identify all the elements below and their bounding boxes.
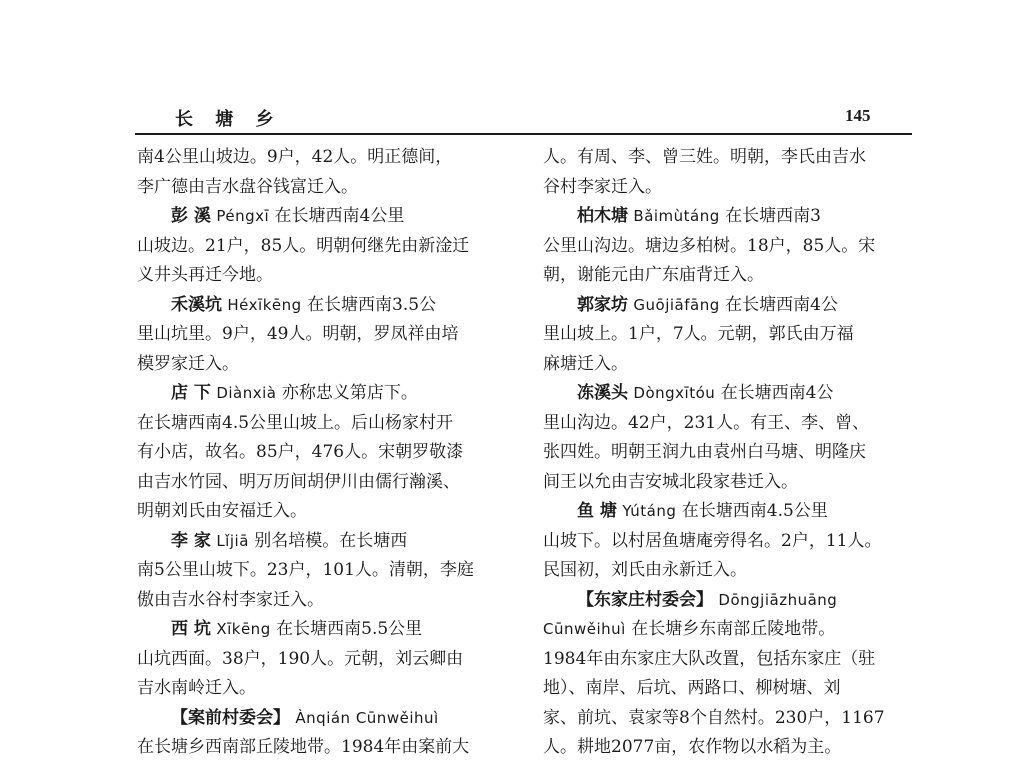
entry-text: 在长塘西南5.5公里: [276, 619, 423, 639]
entry-text: 在长塘西南4.5公里: [681, 501, 828, 521]
text-line: 义井头再迁今地。: [137, 265, 273, 285]
text-line: 人。耕地2077亩，农作物以水稻为主。: [543, 737, 842, 757]
entry-text: 亦称忠义第店下。: [281, 383, 418, 403]
text-line: 明朝刘氏由安福迁入。: [137, 501, 307, 521]
text-line: 在长塘乡西南部丘陵地带。1984年由案前大: [137, 737, 470, 757]
entry-pinyin: Péngxī: [216, 207, 270, 225]
entry-text: 在长塘西南3: [725, 206, 822, 226]
entry-name: 鱼 塘: [577, 501, 617, 521]
text-line: 地）、南岸、后坑、两路口、柳树塘、刘: [543, 678, 841, 698]
entry-text: 别名培模。在长塘西: [254, 530, 408, 551]
entry-dongxitou: [543, 379, 915, 409]
text-line: 张四姓。明朝王润九由袁州白马塘、明隆庆: [543, 442, 866, 462]
entry-name: 李 家: [171, 530, 211, 551]
entry-text: 在长塘西南4公: [720, 383, 834, 403]
section-pinyin: Ànqián Cūnwěihuì: [295, 708, 439, 727]
text-line: 山坡下。以村居鱼塘庵旁得名。2户，11人。: [543, 530, 882, 551]
text-line: 在长塘西南4.5公里山坡上。后山杨家村开: [137, 412, 454, 433]
section-anqian: [137, 704, 509, 734]
text-line: 吉水南岭迁入。: [137, 678, 256, 698]
text-line: 人。有周、李、曾三姓。明朝，李氏由吉水: [543, 147, 866, 167]
entry-guojiafang: [543, 291, 915, 321]
entry-dianxia: [137, 379, 509, 409]
text-line: 公里山沟边。塘边多柏树。18户，85人。宋: [543, 235, 876, 256]
entry-name: 店 下: [171, 383, 211, 403]
text-line: 里山坡上。1户，7人。元朝，郭氏由万福: [543, 324, 854, 344]
text-line: 间王以允由吉安城北段家巷迁入。: [543, 471, 798, 492]
right-column: [543, 143, 915, 763]
section-dongjiazhuang: [543, 586, 915, 616]
entry-pinyin: Lǐjiā: [216, 531, 249, 550]
entry-name: 禾溪坑: [171, 294, 222, 315]
text-line: 民国初，刘氏由永新迁入。: [543, 560, 747, 580]
entry-pinyin: Yútáng: [622, 502, 677, 520]
entry-text: 在长塘西南4公里: [274, 206, 405, 226]
entry-pinyin: Bǎimùtáng: [633, 207, 720, 225]
text-line: 模罗家迁入。: [137, 353, 239, 374]
text-line: 里山沟边。42户，231人。有王、李、曾、: [543, 412, 870, 433]
text-line: 山坡边。21户，85人。明朝何继先由新淦迁: [137, 235, 470, 256]
section-pinyin: Dōngjiāzhuāng: [718, 590, 838, 609]
header-rule: [135, 133, 912, 135]
text-line: 里山坑里。9户，49人。明朝，罗凤祥由培: [137, 324, 459, 344]
entry-pinyin: Dòngxītóu: [633, 384, 716, 402]
entry-pinyin: Guōjiāfāng: [633, 295, 720, 314]
entry-xikeng: [137, 615, 509, 645]
entry-lijia: [137, 527, 509, 557]
entry-name: 彭 溪: [171, 206, 211, 226]
section-title: 【东家庄村委会】: [577, 589, 713, 610]
section-line: [543, 615, 915, 645]
section-text: 在长塘乡东南部丘陵地带。: [631, 619, 836, 639]
text-line: 李广德由吉水盘谷钱富迁入。: [137, 176, 358, 197]
page-number: 145: [845, 106, 871, 125]
entry-name: 冻溪头: [577, 383, 628, 403]
text-line: 家、前坑、袁家等8个自然村。230户，1167: [543, 707, 885, 728]
entry-pinyin: Xīkēng: [216, 620, 271, 638]
entry-baimutang: [543, 202, 915, 232]
entry-pinyin: Diànxià: [216, 384, 277, 402]
text-line: 谷村李家迁入。: [543, 176, 662, 197]
text-line: 1984年由东家庄大队改置，包括东家庄（驻: [543, 648, 876, 669]
left-column: [137, 143, 509, 763]
entry-text: 在长塘西南3.5公: [307, 294, 437, 315]
text-line: 由吉水竹园、明万历间胡伊川由儒行瀚溪、: [137, 471, 460, 492]
entry-name: 郭家坊: [577, 294, 628, 315]
text-line: 麻塘迁入。: [543, 353, 628, 374]
section-pinyin: Cūnwěihuì: [543, 620, 626, 638]
text-line: 山坑西面。38户，190人。元朝，刘云卿由: [137, 648, 464, 669]
text-line: 南4公里山坡边。9户，42人。明正德间，: [137, 147, 453, 167]
text-line: 有小店，故名。85户，476人。宋朝罗敬漆: [137, 442, 464, 462]
section-title: 【案前村委会】: [171, 707, 290, 728]
header-title: 长 塘 乡: [175, 109, 282, 130]
text-line: 南5公里山坡下。23户，101人。清朝，李庭: [137, 560, 474, 580]
entry-yutang: [543, 497, 915, 527]
entry-name: 西 坑: [171, 619, 211, 639]
entry-pengxi: [137, 202, 509, 232]
entry-hexikeng: [137, 291, 509, 321]
entry-text: 在长塘西南4公: [725, 294, 838, 315]
text-line: 朝，谢能元由广东庙背迁入。: [543, 265, 764, 285]
entry-name: 柏木塘: [577, 206, 628, 226]
entry-pinyin: Héxīkēng: [227, 295, 302, 314]
text-line: 傲由吉水谷村李家迁入。: [137, 589, 324, 610]
